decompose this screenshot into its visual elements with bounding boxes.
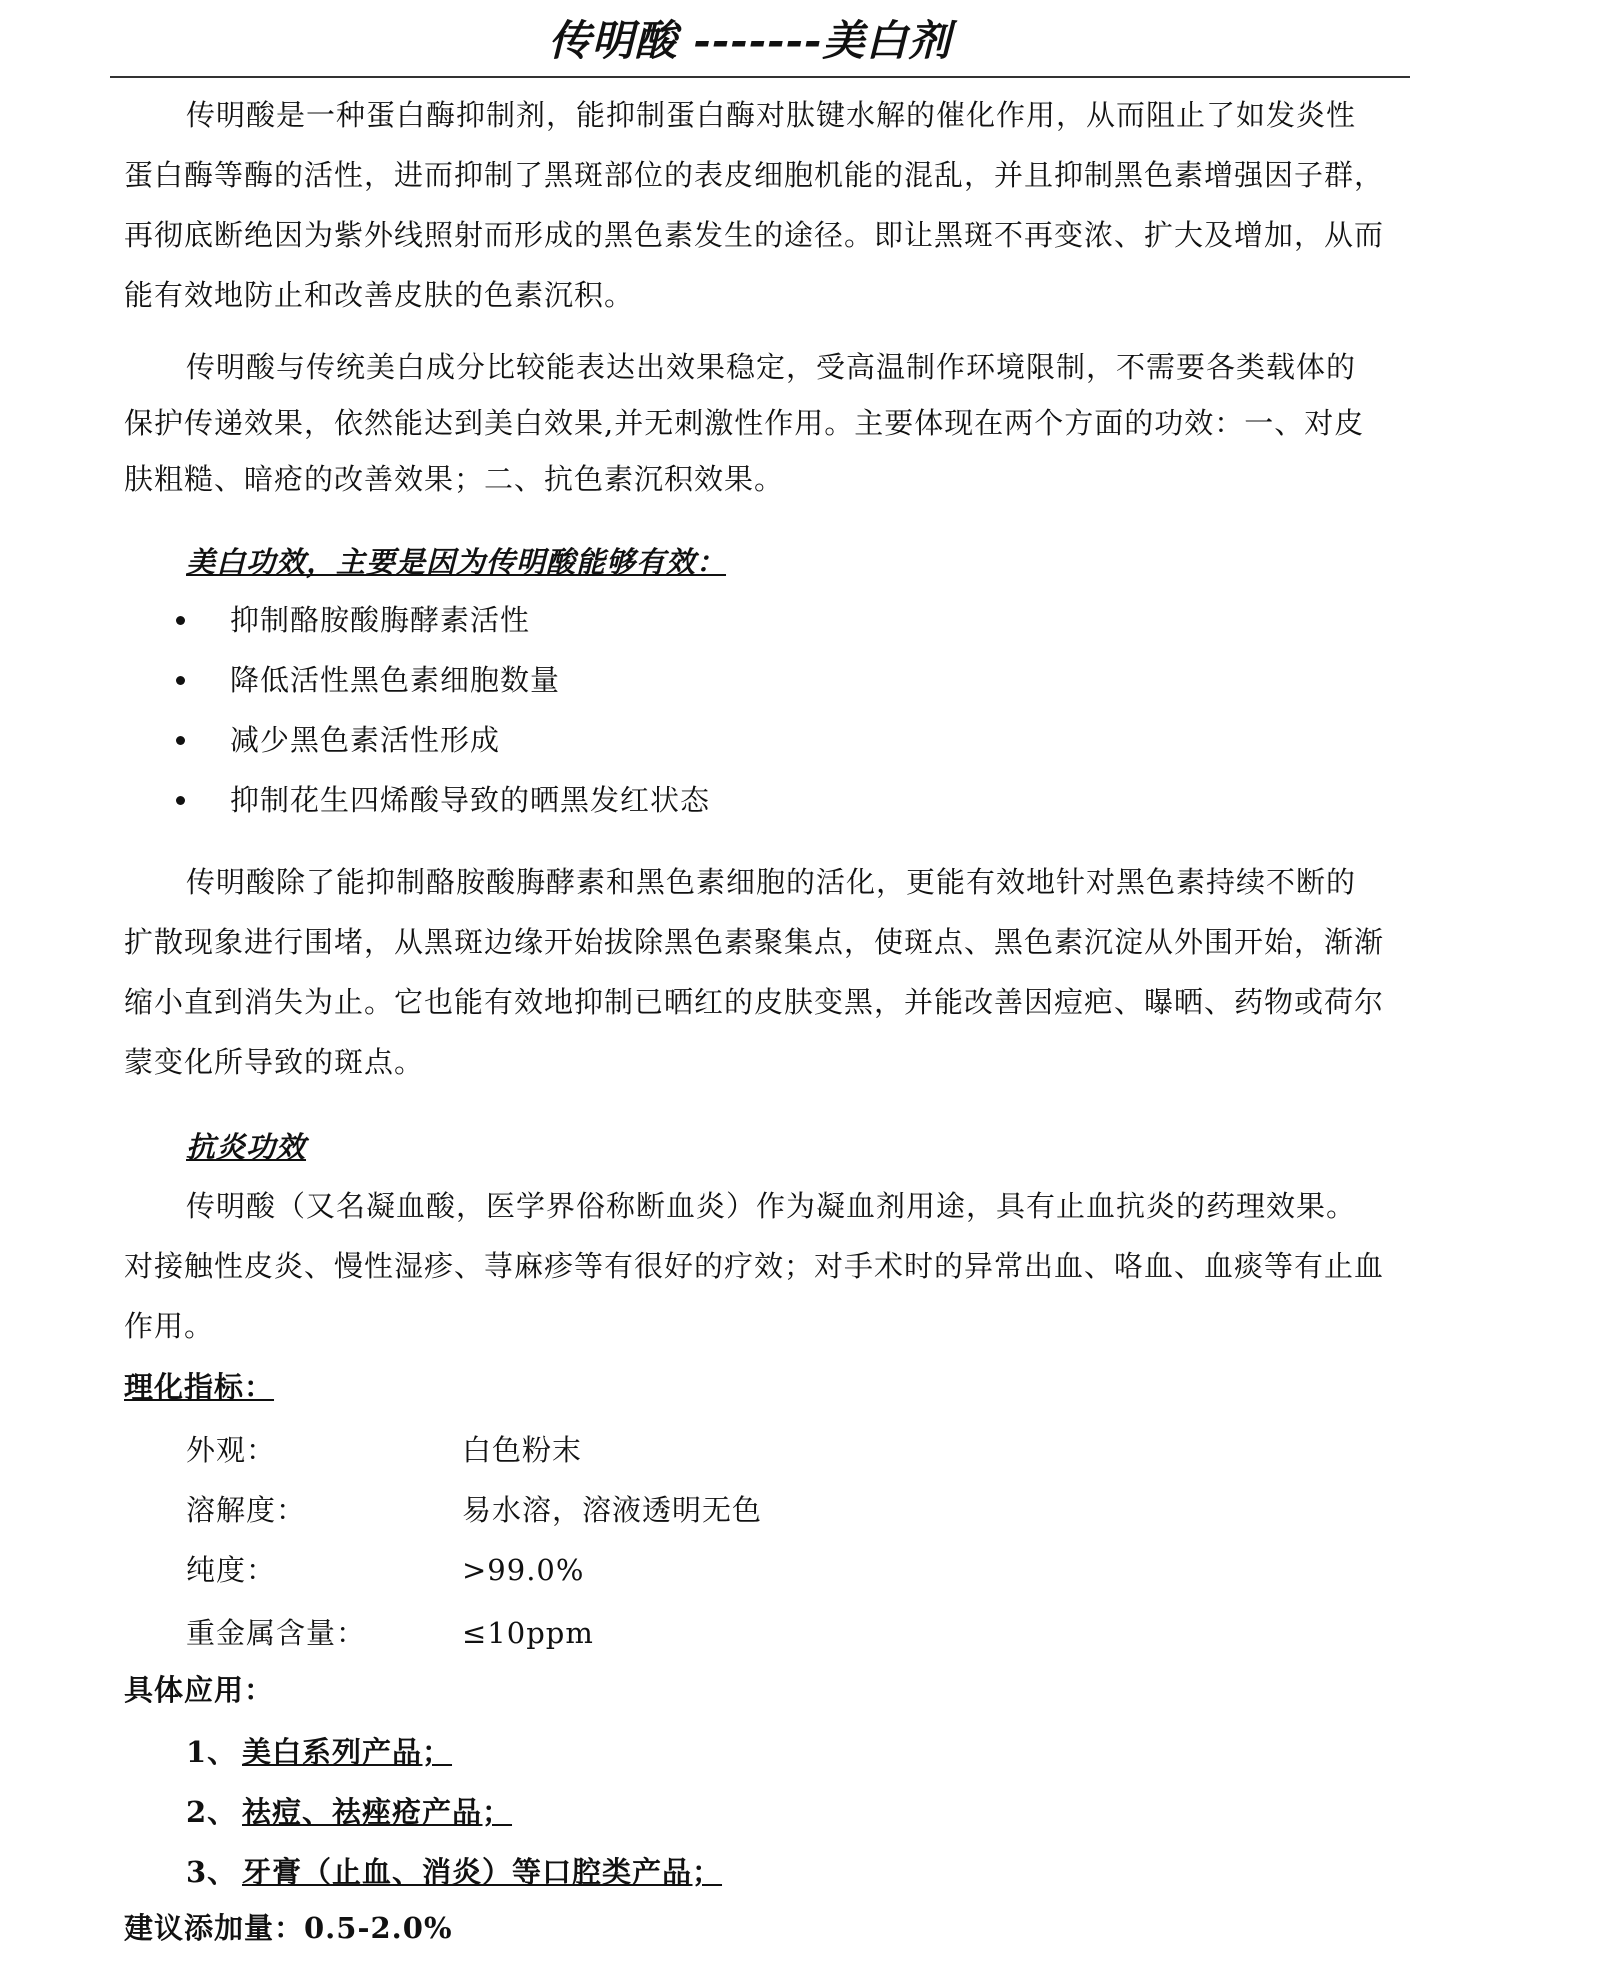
dosage-line: 建议添加量：0.5-2.0% [124, 1911, 453, 1945]
item-text: 祛痘、祛痤疮产品； [242, 1795, 513, 1829]
item-number: 2、 [186, 1795, 238, 1829]
item-text: 美白系列产品； [242, 1735, 453, 1769]
spec-value: 易水溶，溶液透明无色 [462, 1493, 763, 1527]
bullet-icon [176, 616, 185, 625]
list-item: 降低活性黑色素细胞数量 [168, 650, 710, 710]
whitening-detail-paragraph: 传明酸除了能抑制酪胺酸脢酵素和黑色素细胞的活化，更能有效地针对黑色素持续不断的扩散现象进行围堵，从黑斑边缘开始拔除黑色素聚集点，使斑点、黑色素沉淀从外围开始，渐渐缩小直到消失为止。它也能有效地抑制已晒红的皮肤变黑，并能改善因痘疤、曝晒、药物或荷尔蒙变化所导致的斑点。 [124, 865, 1385, 1079]
bullet-icon [176, 736, 185, 745]
item-text: 牙膏（止血、消炎）等口腔类产品； [242, 1855, 723, 1889]
applications-list [186, 1722, 736, 1902]
document-title: 传明酸 -------美白剂 [548, 16, 952, 65]
applications-heading: 具体应用： [124, 1673, 275, 1707]
list-item [186, 1842, 736, 1902]
list-item [186, 1722, 736, 1782]
list-item: 抑制酪胺酸脢酵素活性 [168, 590, 710, 650]
whitening-list [168, 590, 710, 830]
spec-label: 纯度： [186, 1553, 277, 1587]
list-item [186, 1782, 736, 1842]
spec-label: 外观： [186, 1433, 277, 1467]
bullet-icon [176, 676, 185, 685]
bullet-icon [176, 796, 185, 805]
item-number: 3、 [186, 1855, 238, 1889]
spec-value: 白色粉末 [462, 1433, 583, 1467]
intro-paragraph: 传明酸是一种蛋白酶抑制剂，能抑制蛋白酶对肽键水解的催化作用，从而阻止了如发炎性蛋白酶等酶的活性，进而抑制了黑斑部位的表皮细胞机能的混乱，并且抑制黑色素增强因子群，再彻底断绝因为紫外线照射而形成的黑色素发生的途径。即让黑斑不再变浓、扩大及增加，从而能有效地防止和改善皮肤的色素沉积。 [124, 98, 1385, 312]
specs-heading: 理化指标： [124, 1370, 275, 1404]
comparison-paragraph: 传明酸与传统美白成分比较能表达出效果稳定，受高温制作环境限制，不需要各类载体的保护传递效果，依然能达到美白效果,并无刺激性作用。主要体现在两个方面的功效：一、对皮肤粗糙、暗疮的改善效果；二、抗色素沉积效果。 [124, 350, 1365, 496]
spec-label: 重金属含量： [186, 1616, 367, 1650]
anti-inflammatory-paragraph: 传明酸（又名凝血酸，医学界俗称断血炎）作为凝血剂用途，具有止血抗炎的药理效果。对接触性皮炎、慢性湿疹、荨麻疹等有很好的疗效；对手术时的异常出血、咯血、血痰等有止血作用。 [124, 1189, 1385, 1343]
anti-inflammatory-heading: 抗炎功效 [186, 1130, 307, 1164]
whitening-heading: 美白功效，主要是因为传明酸能够有效： [186, 545, 727, 579]
title-divider [110, 76, 1410, 78]
spec-value: >99.0% [462, 1553, 585, 1587]
list-item: 减少黑色素活性形成 [168, 710, 710, 770]
spec-value: ≤10ppm [462, 1616, 594, 1650]
list-item: 抑制花生四烯酸导致的晒黑发红状态 [168, 770, 710, 830]
spec-label: 溶解度： [186, 1493, 307, 1527]
item-number: 1、 [186, 1735, 238, 1769]
